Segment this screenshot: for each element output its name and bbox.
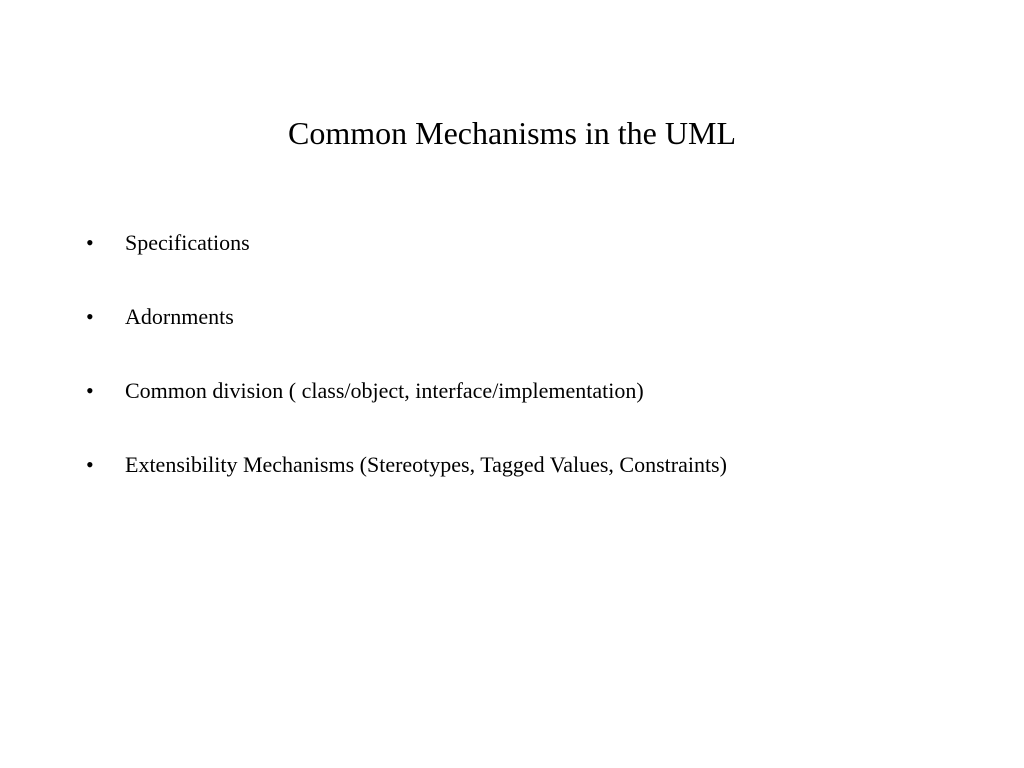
list-item <box>0 228 1024 302</box>
bullet-icon: • <box>86 452 94 477</box>
bullet-icon: • <box>86 378 94 403</box>
bullet-text-adornments: Adornments <box>125 304 234 329</box>
bullet-icon: • <box>86 230 94 255</box>
bullet-text-common-division: Common division ( class/object, interface/implementation) <box>125 378 644 403</box>
bullet-text-extensibility-mechanisms: Extensibility Mechanisms (Stereotypes, Tagged Values, Constraints) <box>125 452 727 477</box>
list-item <box>0 376 1024 450</box>
bullet-icon: • <box>86 304 94 329</box>
bullet-list <box>0 228 1024 524</box>
bullet-text-specifications: Specifications <box>125 230 250 255</box>
slide-title: Common Mechanisms in the UML <box>288 115 736 151</box>
list-item <box>0 450 1024 524</box>
list-item <box>0 302 1024 376</box>
